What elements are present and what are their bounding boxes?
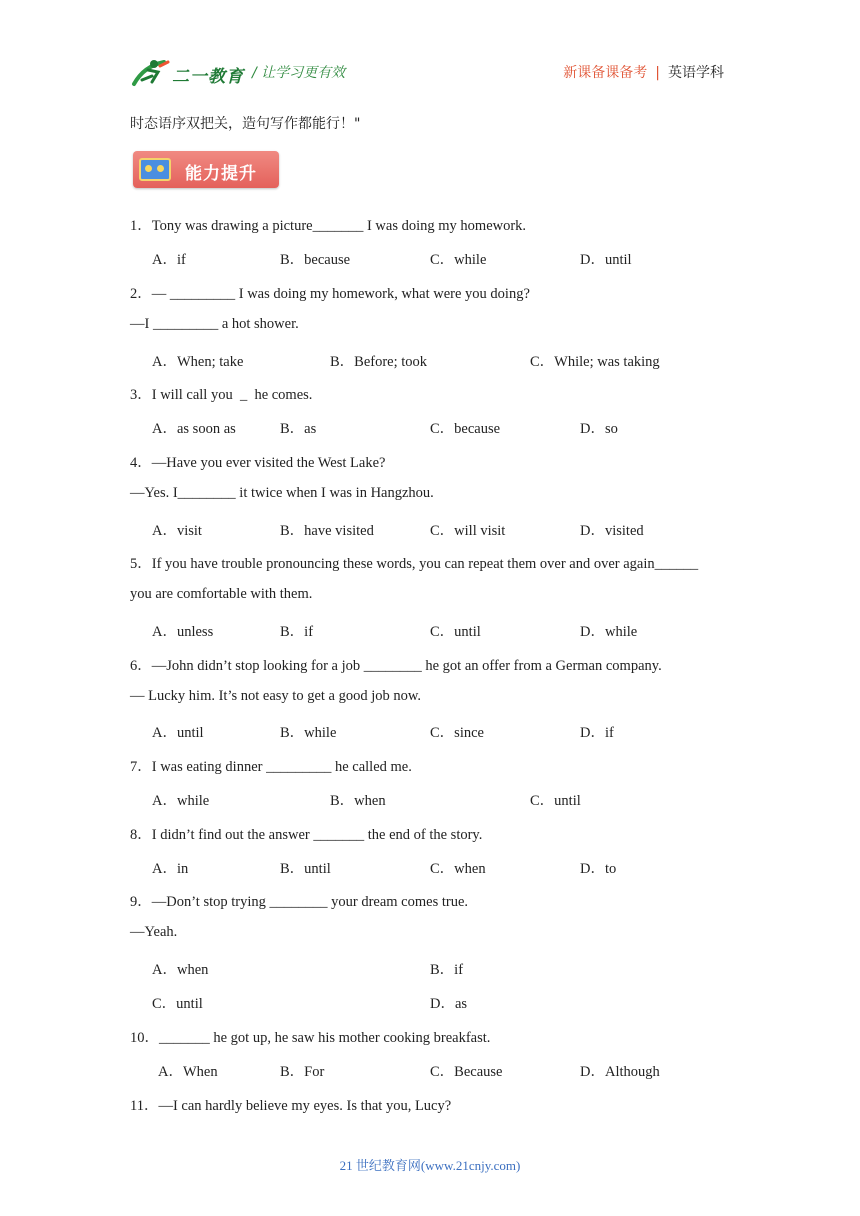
- answer-option: D．as: [430, 996, 468, 1012]
- answer-option: D．if: [580, 725, 614, 741]
- question-line: — Lucky him. It’s not easy to get a good job now.: [130, 688, 422, 704]
- question-line: 5．If you have trouble pronouncing these words, you can repeat them over and over again______: [130, 556, 699, 572]
- question-line: 3．I will call you _ he comes.: [130, 387, 313, 403]
- answer-option: C．until: [430, 624, 481, 640]
- answer-option: B．Before; took: [330, 354, 428, 370]
- answer-option: A．unless: [152, 624, 214, 640]
- answer-option: C．when: [430, 861, 486, 877]
- answer-option: B．For: [280, 1064, 325, 1080]
- header-subject: 英语学科: [668, 65, 724, 81]
- answer-option: A．in: [152, 861, 189, 877]
- answer-option: B．if: [280, 624, 314, 640]
- answer-option: D．Although: [580, 1064, 660, 1080]
- section-badge-label: 能力提升: [185, 164, 257, 184]
- answer-option: A．when: [152, 962, 209, 978]
- answer-option: A．When: [158, 1064, 218, 1080]
- answer-option: D．until: [580, 252, 632, 268]
- answer-option: B．while: [280, 725, 337, 741]
- answer-option: C．While; was taking: [530, 354, 660, 370]
- header-category: 新课备课备考: [563, 65, 648, 81]
- answer-option: D．so: [580, 421, 618, 437]
- header-subject-info: [563, 62, 724, 82]
- header-slogan: / 让学习更有效: [252, 65, 346, 81]
- question-line: 2．— _________ I was doing my homework, what were you doing?: [130, 286, 530, 302]
- answer-option: B．when: [330, 793, 386, 809]
- answer-option: A．as soon as: [152, 421, 236, 437]
- answer-option: D．visited: [580, 523, 644, 539]
- question-line: 4．—Have you ever visited the West Lake?: [130, 455, 386, 471]
- answer-option: A．until: [152, 725, 204, 741]
- question-line: 7．I was eating dinner _________ he called me.: [130, 759, 412, 775]
- answer-option: C．because: [430, 421, 501, 437]
- answer-option: B．as: [280, 421, 317, 437]
- question-line: 8．I didn’t find out the answer _______ the end of the story.: [130, 827, 483, 843]
- question-line: 9．—Don’t stop trying ________ your dream comes true.: [130, 894, 469, 910]
- question-line: you are comfortable with them.: [130, 586, 313, 602]
- logo-text: 二一教育: [172, 67, 244, 87]
- question-line: 1．Tony was drawing a picture_______ I was doing my homework.: [130, 218, 527, 234]
- answer-option: C．while: [430, 252, 487, 268]
- section-badge: [133, 151, 279, 188]
- answer-option: B．because: [280, 252, 351, 268]
- question-line: 10．_______ he got up, he saw his mother cooking breakfast.: [130, 1030, 491, 1046]
- answer-option: C．until: [530, 793, 581, 809]
- answer-option: D．while: [580, 624, 638, 640]
- question-line: —Yeah.: [130, 924, 178, 940]
- answer-option: A．if: [152, 252, 186, 268]
- question-line: —Yes. I________ it twice when I was in Hangzhou.: [130, 485, 434, 501]
- intro-text: 时态语序双把关，造句写作都能行！": [130, 116, 361, 132]
- answer-option: B．until: [280, 861, 331, 877]
- page-footer: 21 世纪教育网(www.21cnjy.com): [339, 1158, 521, 1173]
- header-separator: |: [655, 65, 660, 81]
- page-header: [0, 0, 860, 100]
- answer-option: B．have visited: [280, 523, 374, 539]
- answer-option: A．When; take: [152, 354, 244, 370]
- question-line: —I _________ a hot shower.: [130, 316, 299, 332]
- answer-option: A．while: [152, 793, 210, 809]
- answer-option: C．since: [430, 725, 484, 741]
- answer-option: A．visit: [152, 523, 202, 539]
- answer-option: C．Because: [430, 1064, 503, 1080]
- question-line: 11．—I can hardly believe my eyes. Is that you, Lucy?: [130, 1098, 452, 1114]
- answer-option: B．if: [430, 962, 464, 978]
- question-line: 6．—John didn’t stop looking for a job ________ he got an offer from a German company.: [130, 658, 662, 674]
- answer-option: C．will visit: [430, 523, 506, 539]
- answer-option: C．until: [152, 996, 203, 1012]
- answer-option: D．to: [580, 861, 617, 877]
- classroom-icon: [139, 158, 171, 181]
